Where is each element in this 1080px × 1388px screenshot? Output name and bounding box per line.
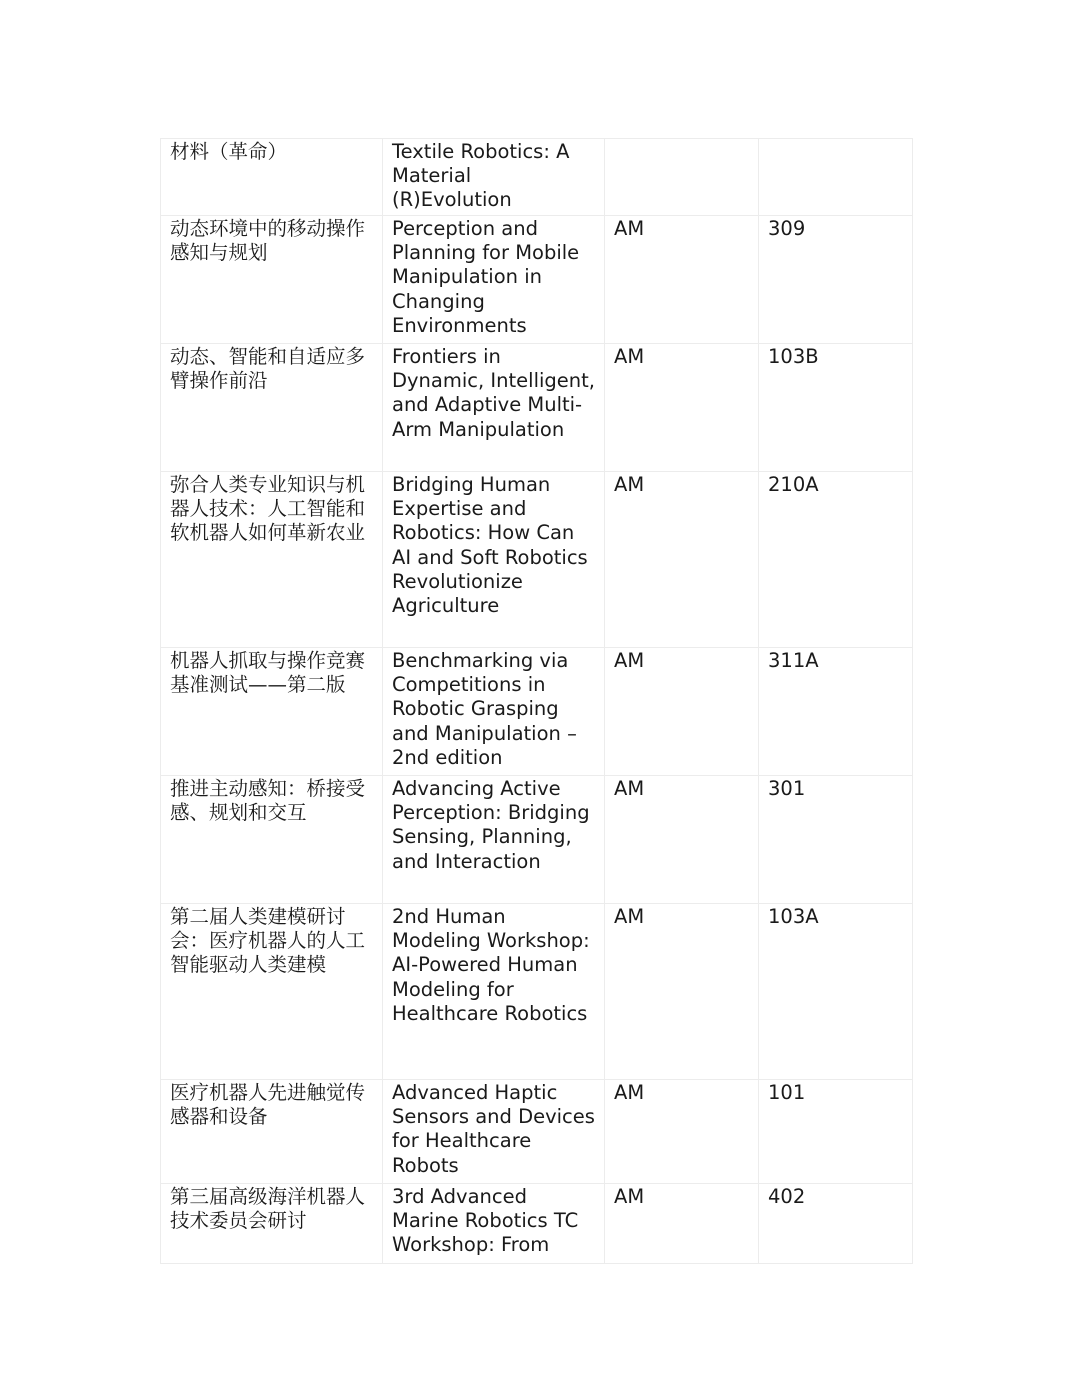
session-cell: AM (605, 1080, 759, 1184)
workshop-title-en: Advancing Active Perception: Bridging Sensing, Planning, and Interaction (383, 776, 605, 904)
workshop-table (160, 138, 913, 1264)
table-row (161, 472, 913, 648)
workshop-title-en: Perception and Planning for Mobile Manipulation in Changing Environments (383, 216, 605, 344)
room-cell: 103A (759, 904, 913, 1080)
workshop-title-en: 3rd Advanced Marine Robotics TC Workshop: From (383, 1184, 605, 1264)
workshop-title-en: Benchmarking via Competitions in Robotic Grasping and Manipulation – 2nd edition (383, 648, 605, 776)
workshop-title-en: Bridging Human Expertise and Robotics: How Can AI and Soft Robotics Revolutionize Agriculture (383, 472, 605, 648)
room-cell: 301 (759, 776, 913, 904)
session-cell (605, 139, 759, 216)
table-row (161, 904, 913, 1080)
table-row (161, 216, 913, 344)
workshop-title-zh: 动态环境中的移动操作感知与规划 (161, 216, 383, 344)
room-cell (759, 139, 913, 216)
session-cell: AM (605, 776, 759, 904)
session-cell: AM (605, 216, 759, 344)
room-cell: 103B (759, 344, 913, 472)
room-cell: 309 (759, 216, 913, 344)
table-row (161, 139, 913, 216)
table-row (161, 1080, 913, 1184)
workshop-title-zh: 第二届人类建模研讨会：医疗机器人的人工智能驱动人类建模 (161, 904, 383, 1080)
session-cell: AM (605, 648, 759, 776)
room-cell: 402 (759, 1184, 913, 1264)
session-cell: AM (605, 904, 759, 1080)
workshop-title-zh: 第三届高级海洋机器人技术委员会研讨 (161, 1184, 383, 1264)
room-cell: 210A (759, 472, 913, 648)
workshop-title-zh: 材料（革命） (161, 139, 383, 216)
table-row (161, 344, 913, 472)
table-row (161, 1184, 913, 1264)
workshop-title-zh: 推进主动感知：桥接受感、规划和交互 (161, 776, 383, 904)
session-cell: AM (605, 1184, 759, 1264)
workshop-title-en: 2nd Human Modeling Workshop: AI-Powered Human Modeling for Healthcare Robotics (383, 904, 605, 1080)
workshop-title-en: Textile Robotics: A Material (R)Evolution (383, 139, 605, 216)
session-cell: AM (605, 344, 759, 472)
table-row (161, 776, 913, 904)
room-cell: 311A (759, 648, 913, 776)
workshop-title-zh: 机器人抓取与操作竞赛基准测试——第二版 (161, 648, 383, 776)
workshop-title-zh: 医疗机器人先进触觉传感器和设备 (161, 1080, 383, 1184)
table-row (161, 648, 913, 776)
workshop-title-en: Frontiers in Dynamic, Intelligent, and Adaptive Multi-Arm Manipulation (383, 344, 605, 472)
room-cell: 101 (759, 1080, 913, 1184)
workshop-title-en: Advanced Haptic Sensors and Devices for Healthcare Robots (383, 1080, 605, 1184)
workshop-title-zh: 弥合人类专业知识与机器人技术：人工智能和软机器人如何革新农业 (161, 472, 383, 648)
session-cell: AM (605, 472, 759, 648)
workshop-title-zh: 动态、智能和自适应多臂操作前沿 (161, 344, 383, 472)
